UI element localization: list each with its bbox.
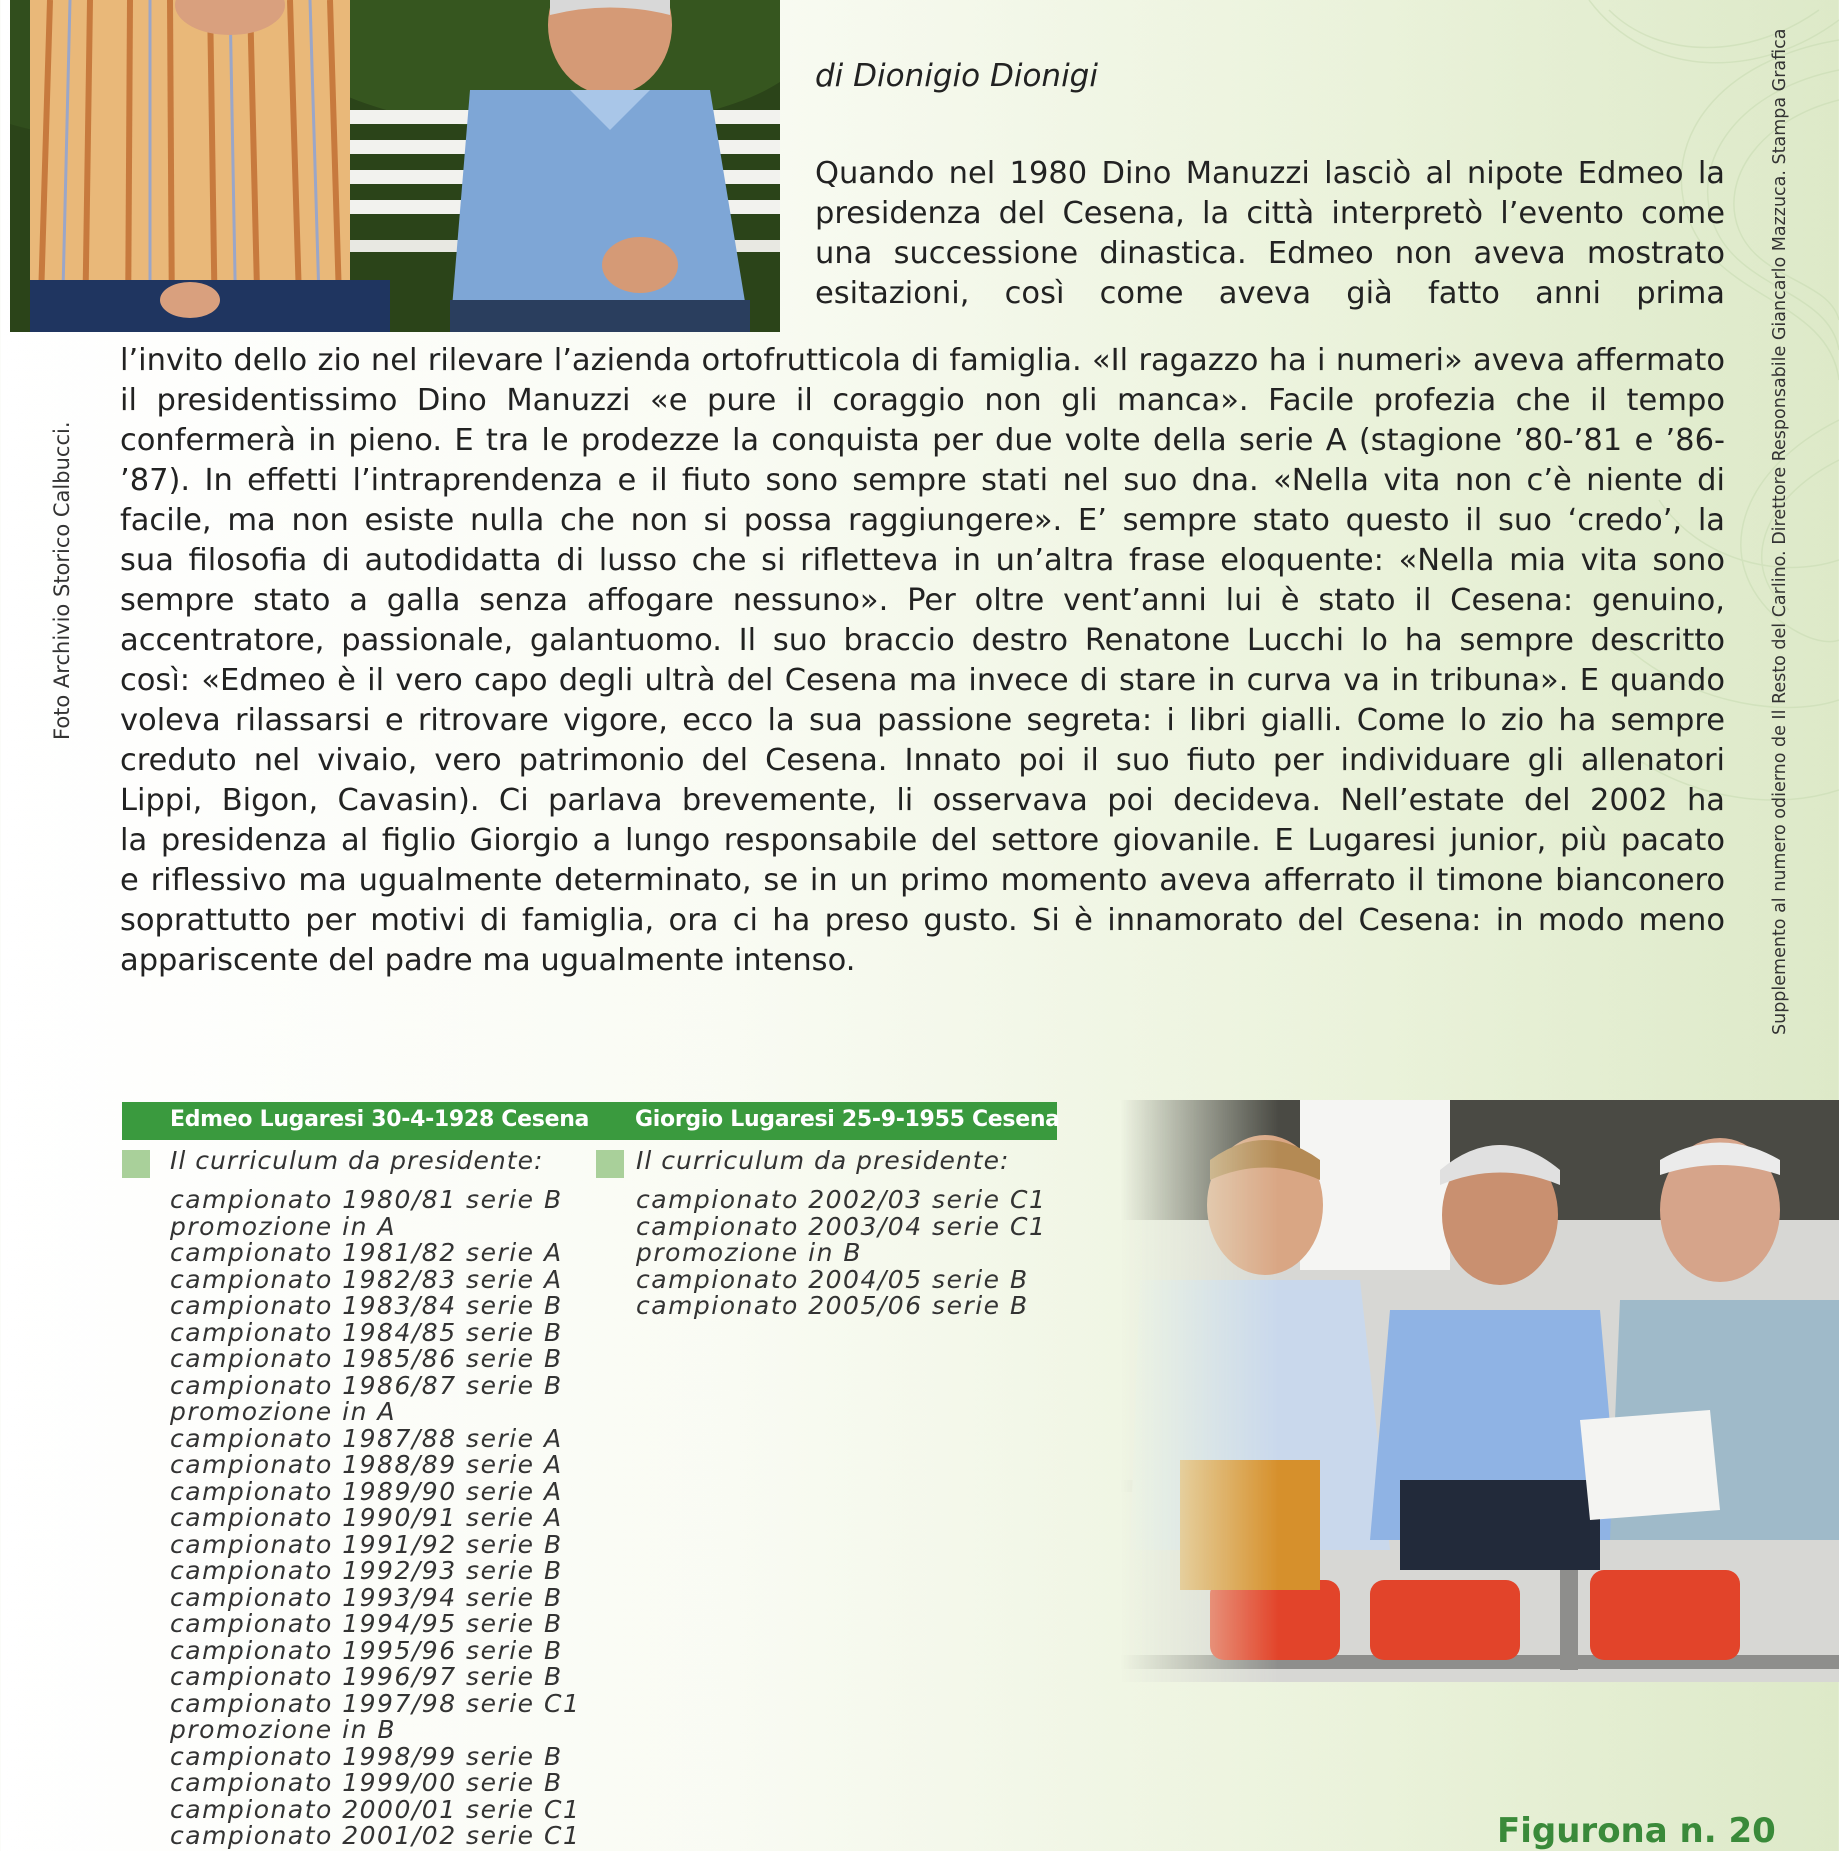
curriculum-entry: promozione in A [170, 1211, 396, 1241]
curriculum-entry: campionato 1981/82 serie A [170, 1238, 563, 1267]
page-footer: Figurona n. 20 [1497, 1811, 1776, 1851]
curriculum-entry: campionato 1980/81 serie B [170, 1185, 563, 1214]
article-line: sua filosofia di autodidatta di lusso che si rifletteva in un’altra frase eloquente: «Nella mia vita sono [120, 543, 1725, 577]
curriculum-entry: campionato 2000/01 serie C1 [170, 1794, 581, 1824]
article-line: esitazioni, così come aveva già fatto anni prima [815, 276, 1725, 310]
profile-header-giorgio: Giorgio Lugaresi 25-9-1955 Cesena [635, 1107, 1060, 1132]
bullet-square [122, 1150, 150, 1178]
article-line: Lippi, Bigon, Cavasin). Ci parlava brevemente, li osservava poi decideva. Nell’estate del 2002 ha [120, 783, 1725, 817]
curriculum-entry: campionato 1985/86 serie B [170, 1344, 563, 1373]
curriculum-entry: campionato 1988/89 serie A [170, 1450, 563, 1479]
curriculum-entry: campionato 1994/95 serie B [170, 1609, 563, 1638]
curriculum-entry: campionato 1996/97 serie B [170, 1662, 563, 1691]
profile-header-edmeo: Edmeo Lugaresi 30-4-1928 Cesena [170, 1107, 590, 1132]
curriculum-entry: campionato 1990/91 serie A [170, 1503, 563, 1532]
curriculum-entry: campionato 1983/84 serie B [170, 1291, 563, 1320]
curriculum-entry: promozione in A [170, 1397, 396, 1426]
curriculum-entry: campionato 1998/99 serie B [170, 1741, 563, 1771]
article-intro-paragraph [815, 150, 1725, 310]
article-line: la presidenza al figlio Giorgio a lungo responsabile del settore giovanile. E Lugaresi junior, più pacato [120, 823, 1725, 857]
curriculum-entry: campionato 2001/02 serie C1 [170, 1821, 581, 1850]
curriculum-list-giorgio [636, 1187, 1046, 1320]
curriculum-list-edmeo [170, 1187, 580, 1850]
curriculum-entry: campionato 1987/88 serie A [170, 1423, 563, 1453]
article-line: presidenza del Cesena, la città interpretò l’evento come [815, 196, 1725, 230]
article-line: facile, ma non esiste nulla che non si possa raggiungere». E’ sempre stato questo il suo ‘credo’, la [120, 503, 1725, 537]
photo-men-in-stadium-stands [1120, 1100, 1839, 1682]
photo-two-men-on-bench [10, 0, 780, 332]
curriculum-entry: campionato 1986/87 serie B [170, 1370, 563, 1400]
curriculum-title: Il curriculum da presidente: [170, 1146, 544, 1175]
curriculum-entry: campionato 1999/00 serie B [170, 1768, 563, 1797]
curriculum-entry: campionato 1997/98 serie C1 [170, 1688, 581, 1718]
curriculum-entry: campionato 2004/05 serie B [636, 1264, 1029, 1294]
article-line: voleva rilassarsi e ritrovare vigore, ecco la sua passione segreta: i libri gialli. Come lo zio ha sempre [120, 703, 1725, 737]
bullet-square [596, 1150, 624, 1178]
article-line: e riflessivo ma ugualmente determinato, se in un primo momento aveva afferrato il timone bianconero [120, 863, 1725, 897]
curriculum-entry: campionato 2002/03 serie C1 [636, 1185, 1047, 1214]
curriculum-entry: campionato 1989/90 serie A [170, 1476, 563, 1506]
publication-credit: Supplemento al numero odierno de Il Resto del Carlino. Direttore Responsabile Giancarlo Mazzuca. Stampa Grafica [1770, 28, 1790, 1035]
article-body-paragraph [120, 337, 1725, 977]
article-line: creduto nel vivaio, vero patrimonio del Cesena. Innato poi il suo fiuto per individuare gli allenatori [120, 743, 1725, 777]
article-line: Quando nel 1980 Dino Manuzzi lasciò al nipote Edmeo la [815, 156, 1725, 190]
curriculum-entry: campionato 1992/93 serie B [170, 1556, 563, 1585]
article-line: sempre stato a galla senza affogare nessuno». Per oltre vent’anni lui è stato il Cesena: genuino, [120, 583, 1725, 617]
article-line: così: «Edmeo è il vero capo degli ultrà del Cesena ma invece di stare in curva va in tribuna». E quando [120, 663, 1725, 697]
article-line: soprattutto per motivi di famiglia, ora ci ha preso gusto. Si è innamorato del Cesena: in modo meno [120, 903, 1725, 937]
article-line: confermerà in pieno. E tra le prodezze la conquista per due volte della serie A (stagione ’80-’81 e ’86- [120, 423, 1725, 457]
article-line: l’invito dello zio nel rilevare l’azienda ortofrutticola di famiglia. «Il ragazzo ha i numeri» aveva affermato [120, 343, 1725, 377]
article-line: il presidentissimo Dino Manuzzi «e pure il coraggio non gli manca». Facile profezia che il tempo [120, 383, 1725, 417]
curriculum-entry: campionato 2005/06 serie B [636, 1291, 1029, 1320]
photo-credit: Foto Archivio Storico Calbucci. [50, 421, 74, 740]
curriculum-title: Il curriculum da presidente: [636, 1146, 1010, 1175]
byline: di Dionigio Dionigi [815, 58, 1098, 94]
curriculum-entry: campionato 1984/85 serie B [170, 1317, 563, 1347]
article-line: una successione dinastica. Edmeo non aveva mostrato [815, 236, 1725, 270]
curriculum-entry: campionato 2003/04 serie C1 [636, 1211, 1047, 1241]
article-line: accentratore, passionale, galantuomo. Il suo braccio destro Renatone Lucchi lo ha sempre descritto [120, 623, 1725, 657]
curriculum-entry: campionato 1991/92 serie B [170, 1529, 563, 1559]
article-line: appariscente del padre ma ugualmente intenso. [120, 943, 856, 978]
curriculum-entry: campionato 1993/94 serie B [170, 1582, 563, 1612]
curriculum-entry: campionato 1995/96 serie B [170, 1635, 563, 1665]
article-line: ’87). In effetti l’intraprendenza e il fiuto sono sempre stati nel suo dna. «Nella vita non c’è niente di [120, 463, 1725, 497]
curriculum-entry: campionato 1982/83 serie A [170, 1264, 563, 1294]
curriculum-entry: promozione in B [170, 1715, 397, 1744]
curriculum-entry: promozione in B [636, 1238, 863, 1267]
